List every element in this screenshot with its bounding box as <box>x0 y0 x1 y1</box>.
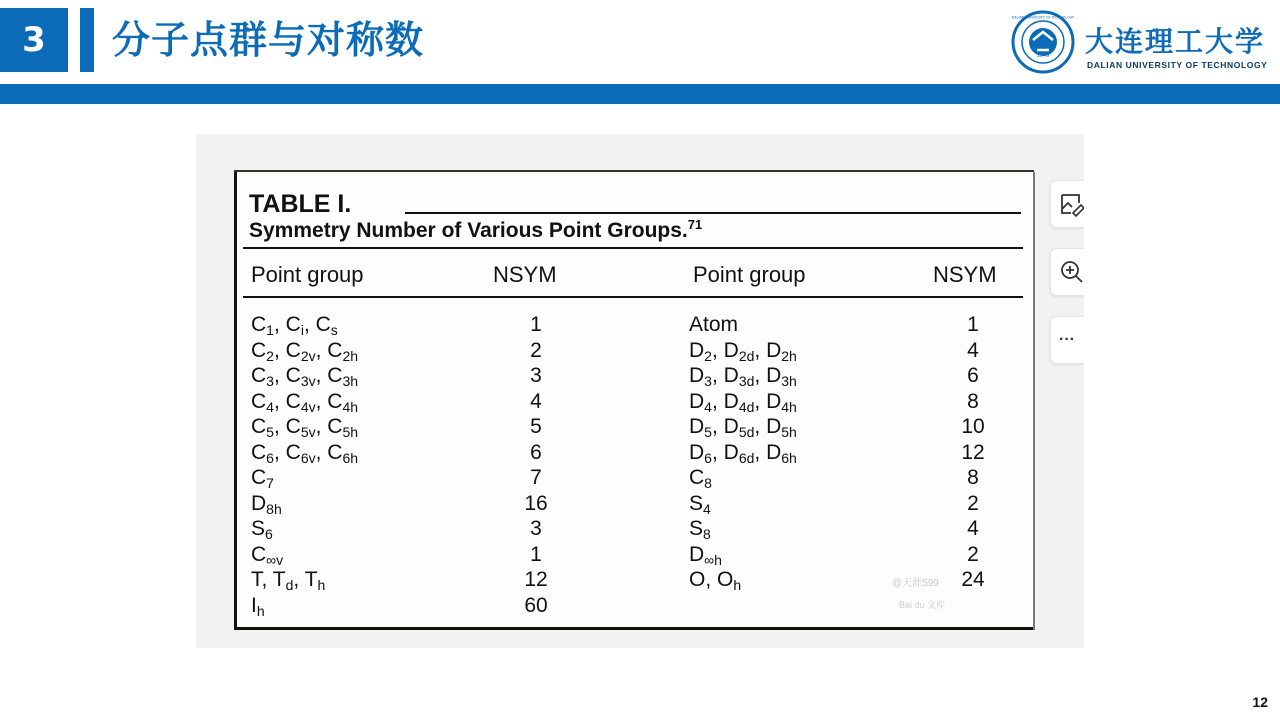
nsym-cell: 3 <box>530 364 542 387</box>
point-group-subscript: 3 <box>266 373 274 389</box>
point-group-symbol: I <box>251 593 257 617</box>
nsym-cell: 4 <box>967 338 979 362</box>
point-group-symbol: D <box>723 364 739 387</box>
nsym-cell: 1 <box>530 542 542 566</box>
table-rule-top <box>243 247 1023 249</box>
point-group-subscript: 6 <box>266 449 274 466</box>
point-group-cell: T, $T_d$, $T_h$ <box>251 568 326 593</box>
point-group-subscript: 4h <box>342 398 359 415</box>
point-group-symbol: D <box>689 338 705 362</box>
nsym-cell: 16 <box>524 491 548 515</box>
table-row <box>237 491 1033 517</box>
point-group-cell <box>689 491 711 516</box>
point-group-subscript: 2d <box>738 347 755 364</box>
university-logo <box>1003 0 1268 84</box>
nsym-cell: 1 <box>530 313 542 336</box>
point-group-cell: $C_6$, $C_{6v}$, $C_{6h}$ <box>251 440 359 466</box>
point-group-symbol: D <box>766 389 782 413</box>
point-group-cell <box>689 516 711 541</box>
point-group-symbol: S <box>689 491 704 515</box>
point-group-subscript: ∞v <box>266 551 284 568</box>
nsym-cell: 4 <box>530 389 542 413</box>
table-row <box>237 465 1033 491</box>
point-group-symbol: D <box>723 415 739 438</box>
point-group-cell <box>689 542 722 567</box>
point-group-cell: $C_5$, $C_{5v}$, $C_{5h}$ <box>251 415 359 440</box>
point-group-subscript: 5h <box>781 424 797 440</box>
point-group-symbol: D <box>766 364 782 387</box>
point-group-symbol: C <box>327 338 343 362</box>
point-group-subscript: h <box>256 602 265 619</box>
point-group-symbol: Atom <box>689 313 739 336</box>
point-group-cell: $D_2$, $D_{2d}$, $D_{2h}$ <box>689 338 797 364</box>
point-group-cell <box>251 465 274 490</box>
nsym-cell: 60 <box>524 593 548 617</box>
point-group-subscript: 2 <box>266 347 274 364</box>
nsym-cell: 5 <box>530 415 542 438</box>
point-group-subscript: 5v <box>300 424 316 440</box>
point-group-symbol: D <box>723 440 739 464</box>
point-group-subscript: 5 <box>704 424 712 440</box>
column-header-nsym-2: NSYM <box>933 262 997 287</box>
point-group-subscript: 4v <box>300 398 316 415</box>
point-group-subscript: i <box>300 322 304 338</box>
point-group-cell: $C_1$, $C_i$, $C_s$ <box>251 313 338 338</box>
point-group-subscript: 4 <box>266 398 274 415</box>
point-group-cell: O, $O_h$ <box>689 568 742 593</box>
point-group-subscript: 6 <box>704 449 712 466</box>
table-rule-bottom <box>237 627 1033 630</box>
point-group-subscript: 6h <box>342 449 359 466</box>
point-group-cell <box>689 465 712 490</box>
point-group-subscript: 4 <box>703 500 711 517</box>
point-group-cell: $D_4$, $D_{4d}$, $D_{4h}$ <box>689 389 797 415</box>
point-group-symbol: C <box>327 440 343 464</box>
point-group-symbol: D <box>766 338 782 362</box>
image-edit-button[interactable] <box>1050 180 1084 228</box>
image-edit-icon <box>1059 191 1084 217</box>
point-group-symbol: D <box>689 364 705 387</box>
point-group-symbol: C <box>327 389 343 413</box>
point-group-subscript: 6d <box>738 449 755 466</box>
point-group-subscript: 6h <box>781 449 797 466</box>
table-subtitle-ref: 71 <box>687 217 703 232</box>
table-row <box>237 542 1033 568</box>
university-name-en: DALIAN UNIVERSITY OF TECHNOLOGY <box>1087 60 1268 70</box>
point-group-subscript: 2v <box>300 347 316 364</box>
section-divider-bar <box>80 8 94 72</box>
nsym-cell: 6 <box>967 364 979 387</box>
nsym-cell: 3 <box>530 517 542 540</box>
nsym-cell: 6 <box>530 440 542 464</box>
point-group-cell <box>251 542 283 567</box>
table-subtitle: Symmetry Number of Various Point Groups.$^{71}$ <box>249 217 703 242</box>
point-group-subscript: 8h <box>266 500 282 517</box>
point-group-cell: $D_6$, $D_{6d}$, $D_{6h}$ <box>689 440 797 466</box>
point-group-subscript: ∞h <box>704 551 722 568</box>
point-group-subscript: 4h <box>781 398 797 415</box>
point-group-symbol: S <box>689 517 704 540</box>
point-group-cell <box>251 516 273 541</box>
seal-year: 1949 <box>1036 53 1050 59</box>
point-group-subscript: 5h <box>342 424 359 440</box>
watermark-logo: Bai du 文库 <box>899 600 946 610</box>
point-group-symbol: C <box>251 466 267 489</box>
point-group-symbol: D <box>689 389 705 413</box>
table-row <box>237 338 1033 364</box>
point-group-symbol: T <box>251 568 262 591</box>
point-group-symbol: D <box>723 389 739 413</box>
table-row <box>237 440 1033 466</box>
point-group-symbol: D <box>689 440 705 464</box>
point-group-subscript: 5 <box>266 424 274 440</box>
table-title: TABLE I. <box>249 190 352 218</box>
table-row <box>237 363 1033 389</box>
university-seal-icon <box>1011 10 1075 74</box>
nsym-cell: 1 <box>967 313 979 336</box>
symmetry-table <box>234 172 1035 630</box>
point-group-subscript: 3v <box>300 373 316 389</box>
zoom-in-icon <box>1059 259 1084 285</box>
point-group-subscript: 2h <box>342 347 359 364</box>
point-group-symbol: C <box>285 313 301 336</box>
section-number: 3 <box>0 8 68 72</box>
point-group-subscript: d <box>285 577 294 593</box>
point-group-subscript: 8 <box>703 526 711 542</box>
point-group-cell: $C_4$, $C_{4v}$, $C_{4h}$ <box>251 389 359 415</box>
point-group-symbol: D <box>766 440 782 464</box>
table-row <box>237 389 1033 415</box>
column-header-nsym-1: NSYM <box>493 262 557 287</box>
point-group-cell: $C_3$, $C_{3v}$, $C_{3h}$ <box>251 364 359 389</box>
point-group-symbol: D <box>689 415 705 438</box>
point-group-subscript: 6 <box>265 526 273 542</box>
nsym-cell: 24 <box>961 568 985 591</box>
point-group-subscript: h <box>317 577 326 593</box>
nsym-cell: 4 <box>967 517 979 540</box>
point-group-symbol: D <box>723 338 739 362</box>
header-band <box>0 84 1280 104</box>
point-group-subscript: 4 <box>704 398 712 415</box>
point-group-symbol: C <box>285 415 301 438</box>
point-group-symbol: C <box>251 440 267 464</box>
nsym-cell: 8 <box>967 466 979 489</box>
point-group-symbol: C <box>251 389 267 413</box>
point-group-symbol: T <box>304 568 318 591</box>
column-header-point-group-1: Point group <box>251 262 364 287</box>
point-group-symbol: C <box>285 364 301 387</box>
point-group-cell <box>689 312 738 337</box>
point-group-cell: $D_3$, $D_{3d}$, $D_{3h}$ <box>689 364 797 389</box>
slide-title: 分子点群与对称数 <box>112 18 425 62</box>
point-group-cell <box>251 491 282 516</box>
point-group-symbol: C <box>251 313 267 336</box>
point-group-subscript: 3 <box>704 373 712 389</box>
nsym-cell: 7 <box>530 466 542 489</box>
point-group-cell: $D_5$, $D_{5d}$, $D_{5h}$ <box>689 415 797 440</box>
point-group-subscript: 5d <box>738 424 755 440</box>
table-image-panel <box>196 134 1084 648</box>
table-row <box>237 312 1033 338</box>
point-group-symbol: C <box>285 389 301 413</box>
point-group-subscript: s <box>330 322 338 338</box>
point-group-symbol: D <box>689 542 705 566</box>
point-group-symbol: C <box>251 338 267 362</box>
point-group-subscript: 6v <box>300 449 316 466</box>
table-row <box>237 414 1033 440</box>
point-group-subscript: 8 <box>704 475 712 491</box>
point-group-symbol: O <box>717 568 734 591</box>
nsym-cell: 2 <box>530 338 542 362</box>
point-group-cell <box>251 593 265 618</box>
nsym-cell: 2 <box>967 542 979 566</box>
page-number: 12 <box>1252 694 1268 710</box>
table-title-rule <box>405 212 1021 214</box>
point-group-subscript: 3h <box>342 373 359 389</box>
nsym-cell: 12 <box>524 568 548 591</box>
table-top-edge <box>234 170 1034 172</box>
point-group-symbol: C <box>285 440 301 464</box>
table-body <box>237 312 1033 618</box>
point-group-symbol: C <box>251 415 267 438</box>
zoom-in-button[interactable] <box>1050 248 1084 296</box>
point-group-cell: $C_2$, $C_{2v}$, $C_{2h}$ <box>251 338 359 364</box>
university-name-cn: 大连理工大学 <box>1085 25 1266 58</box>
watermark: @天涯599 <box>892 578 939 589</box>
point-group-subscript: h <box>733 577 742 593</box>
point-group-subscript: 1 <box>266 322 274 338</box>
point-group-subscript: 2 <box>704 347 712 364</box>
point-group-symbol: C <box>327 415 343 438</box>
point-group-symbol: C <box>327 364 343 387</box>
point-group-subscript: 4d <box>738 398 755 415</box>
point-group-subscript: 7 <box>266 475 274 491</box>
more-icon: ··· <box>1059 331 1075 348</box>
point-group-symbol: C <box>285 338 301 362</box>
nsym-cell: 2 <box>967 491 979 515</box>
point-group-symbol: C <box>689 466 705 489</box>
seal-text: DALIAN UNIVERSITY OF TECHNOLOGY <box>1011 15 1075 20</box>
nsym-cell: 8 <box>967 389 979 413</box>
point-group-symbol: D <box>251 491 267 515</box>
point-group-subscript: 2h <box>781 347 797 364</box>
nsym-cell: 12 <box>961 440 985 464</box>
table-rule-header <box>243 296 1023 298</box>
point-group-symbol: O <box>689 568 706 591</box>
more-button[interactable] <box>1050 316 1084 364</box>
point-group-symbol: C <box>315 313 331 336</box>
nsym-cell: 10 <box>961 415 985 438</box>
point-group-symbol: C <box>251 542 267 566</box>
point-group-symbol: S <box>251 517 266 540</box>
point-group-symbol: C <box>251 364 267 387</box>
column-header-point-group-2: Point group <box>693 262 806 287</box>
point-group-symbol: D <box>766 415 782 438</box>
point-group-symbol: T <box>272 568 286 591</box>
point-group-subscript: 3d <box>738 373 755 389</box>
point-group-subscript: 3h <box>781 373 797 389</box>
table-row <box>237 516 1033 542</box>
